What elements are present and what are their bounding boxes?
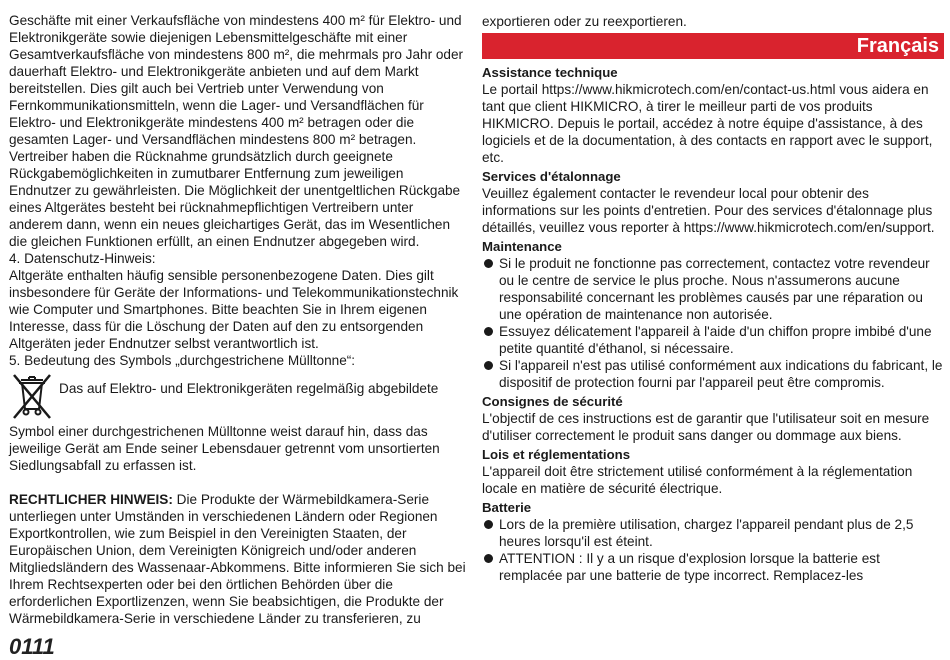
left-column (9, 12, 467, 627)
battery-heading: Batterie (482, 500, 532, 515)
right-column (482, 13, 944, 584)
list-item: Essuyez délicatement l'appareil à l'aide d'un chiffon propre imbibé d'une petite quantité d'éthanol, si nécessaire. (482, 323, 944, 357)
list-item: Si le produit ne fonctionne pas correctement, contactez votre revendeur ou le centre de service le plus proche. Nous n'assumerons aucune responsabilité concernant les problèmes causés par une réparation ou une opération de maintenance non autorisée. (482, 255, 944, 323)
support-text: Le portail https://www.hikmicrotech.com/en/contact-us.html vous aidera en tant que client HIKMICRO, à tirer le meilleur parti de vos produits HIKMICRO. Depuis le portail, accédez à notre équipe d'assistance, à des logiciels et de la documentation, à des contacts en rapport avec le support, etc. (482, 82, 933, 165)
symbol-caption: Das auf Elektro- und Elektronikgeräten regelmäßig abgebildete (59, 381, 439, 396)
list-item: Si l'appareil n'est pas utilisé conformément aux indications du fabricant, le dispositif de protection fourni par l'appareil peut être compromis. (482, 357, 944, 391)
list-item: Lors de la première utilisation, chargez l'appareil pendant plus de 2,5 heures lorsqu'il est éteint. (482, 516, 944, 550)
continuation-text: exportieren oder zu reexportieren. (482, 14, 687, 29)
legal-notice (9, 491, 467, 627)
recycling-paragraph: Geschäfte mit einer Verkaufsfläche von mindestens 400 m² für Elektro- und Elektronikgeräte sowie diejenigen Lebensmittelgeschäfte mit einer Gesamtverkaufsfläche von mindestens 800 m², die mehrmals pro Jahr oder dauerhaft Elektro- und Elektronikgeräte anbieten und auf dem Markt bereitstellen. Dies gilt auch bei Vertrieb unter Verwendung von Fernkommunikationsmitteln, wenn die Lager- und Versandflächen für Elektro- und Elektronikgeräte mindestens 400 m² betragen oder die gesamten Lager- und Versandflächen mindestens 800 m² betragen. Vertreiber haben die Rücknahme grundsätzlich durch geeignete Rückgabemöglichkeiten in zumutbarer Entfernung zum jeweiligen Endnutzer zu gewährleisten. Die Möglichkeit der unentgeltlichen Rückgabe eines Altgerätes besteht bei rücknahmepflichtigen Vertreibern unter anderem dann, wenn ein neues gleichartiges Gerät, das im Wesentlichen die gleichen Funktionen erfüllt, an einen Endnutzer abgegeben wird. (9, 13, 464, 249)
calibration-heading: Services d'étalonnage (482, 169, 621, 184)
calibration-text: Veuillez également contacter le revendeur local pour obtenir des informations sur les points d'entretien. Pour des services d'étalonnage plus détaillés, veuillez vous reporter à https://www.hikmicrotech.com/en/support. (482, 186, 935, 235)
legal-label: RECHTLICHER HINWEIS: (9, 492, 173, 507)
list-item: ATTENTION : Il y a un risque d'explosion lorsque la batterie est remplacée par une batterie de type incorrect. Remplacez-les (482, 550, 944, 584)
maintenance-list (482, 255, 944, 391)
safety-heading: Consignes de sécurité (482, 394, 623, 409)
privacy-title: 4. Datenschutz-Hinweis: (9, 251, 156, 266)
laws-text: L'appareil doit être strictement utilisé conformément à la réglementation locale en matière de sécurité électrique. (482, 464, 913, 496)
laws-heading: Lois et réglementations (482, 447, 631, 462)
page-number: 0111 (9, 634, 55, 659)
maintenance-heading: Maintenance (482, 239, 562, 254)
legal-text: Die Produkte der Wärmebildkamera-Serie unterliegen unter Umständen in verschiedenen Ländern oder Regionen Exportkontrollen, wie zum Beispiel in den Vereinigten Staaten, der Europäischen Union, dem Vereinigten Königreich und/oder anderen Mitgliedsländern des Wassenaar-Abkommens. Bitte informieren Sie sich bei Ihrem Rechtsexperten oder bei den örtlichen Behörden über die erforderlichen Exportlizenzen, wenn Sie beabsichtigen, die Produkte der Wärmebildkamera-Serie in verschiedene Länder zu transferieren, zu (9, 492, 466, 626)
language-banner: Français (482, 33, 944, 59)
symbol-row (9, 371, 467, 421)
symbol-title: 5. Bedeutung des Symbols „durchgestrichene Mülltonne“: (9, 353, 356, 368)
safety-text: L'objectif de ces instructions est de garantir que l'utilisateur soit en mesure d'utiliser correctement le produit sans danger ou dommage aux biens. (482, 411, 930, 443)
battery-list (482, 516, 944, 584)
privacy-text: Altgeräte enthalten häufig sensible personenbezogene Daten. Dies gilt insbesondere für Geräte der Informations- und Telekommunikationstechnik wie Computer und Smartphones. Bitte beachten Sie in Ihrem eigenen Interesse, dass für die Löschung der Daten auf den zu entsorgenden Altgeräten jeder Endnutzer selbst verantwortlich ist. (9, 268, 459, 351)
support-heading: Assistance technique (482, 65, 618, 80)
crossed-out-wheelie-bin-icon (9, 371, 55, 421)
symbol-text: Symbol einer durchgestrichenen Mülltonne weist darauf hin, dass das jeweilige Gerät am Ende seiner Lebensdauer getrennt vom unsortierten Siedlungsabfall zu erfassen ist. (9, 424, 440, 473)
